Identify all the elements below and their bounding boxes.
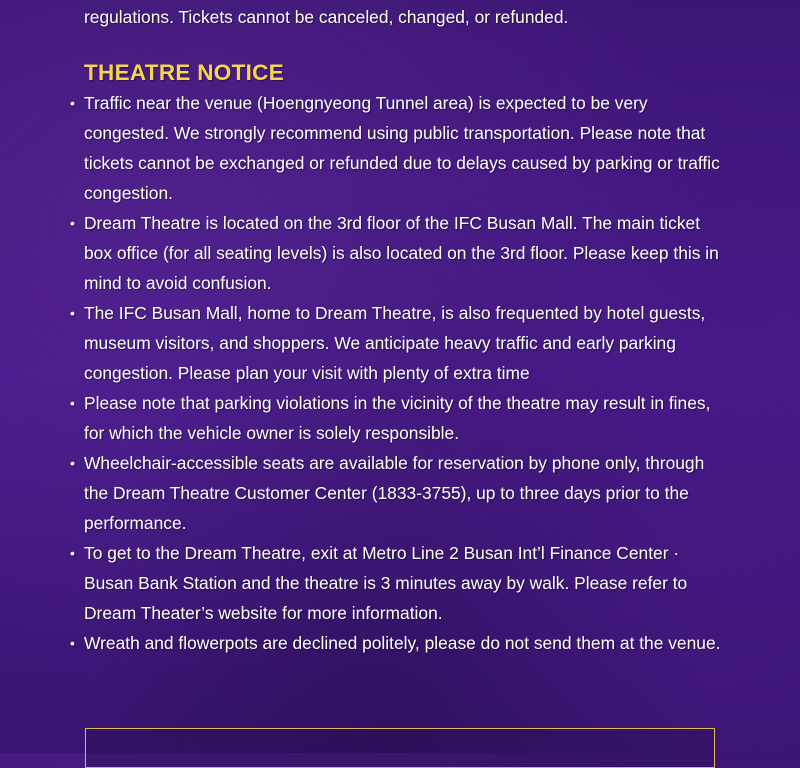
notice-item: [70, 538, 724, 628]
notice-item: [70, 208, 724, 298]
notice-item-text: Wheelchair-accessible seats are available for reservation by phone only, through the Dream Theatre Customer Center (1833-3755), up to three days prior to the performance.: [84, 453, 705, 533]
bullet-icon: •: [70, 305, 75, 321]
bullet-icon: •: [70, 215, 75, 231]
bullet-icon: •: [70, 635, 75, 651]
bottom-info-box: [85, 728, 715, 768]
notice-item-text: The IFC Busan Mall, home to Dream Theatre, is also frequented by hotel guests, museum visitors, and shoppers. We anticipate heavy traffic and early parking congestion. Please plan your visit with plenty of extra time: [84, 303, 706, 383]
bullet-icon: •: [70, 395, 75, 411]
theatre-notice-list: [70, 88, 724, 658]
bullet-icon: •: [70, 545, 75, 561]
notice-item: [70, 628, 724, 658]
theatre-notice-title: THEATRE NOTICE: [84, 60, 285, 85]
notice-item-text: Please note that parking violations in the vicinity of the theatre may result in fines, for which the vehicle owner is solely responsible.: [84, 393, 711, 443]
notice-item-text: Traffic near the venue (Hoengnyeong Tunnel area) is expected to be very congested. We strongly recommend using public transportation. Please note that tickets cannot be exchanged or refunded due to delays caused by parking or traffic congestion.: [84, 93, 720, 203]
notice-item-text: Dream Theatre is located on the 3rd floor of the IFC Busan Mall. The main ticket box office (for all seating levels) is also located on the 3rd floor. Please keep this in mind to avoid confusion.: [84, 213, 719, 293]
notice-item: [70, 448, 724, 538]
intro-text: regulations. Tickets cannot be canceled, changed, or refunded.: [84, 7, 569, 27]
bullet-icon: •: [70, 455, 75, 471]
notice-item: [70, 388, 724, 448]
notice-item-text: Wreath and flowerpots are declined politely, please do not send them at the venue.: [84, 633, 721, 653]
notice-item: [70, 298, 724, 388]
notice-item-text: To get to the Dream Theatre, exit at Metro Line 2 Busan Int’l Finance Center · Busan Bank Station and the theatre is 3 minutes away by walk. Please refer to Dream Theater’s website for more information.: [84, 543, 688, 623]
notice-item: [70, 88, 724, 208]
bullet-icon: •: [70, 95, 75, 111]
